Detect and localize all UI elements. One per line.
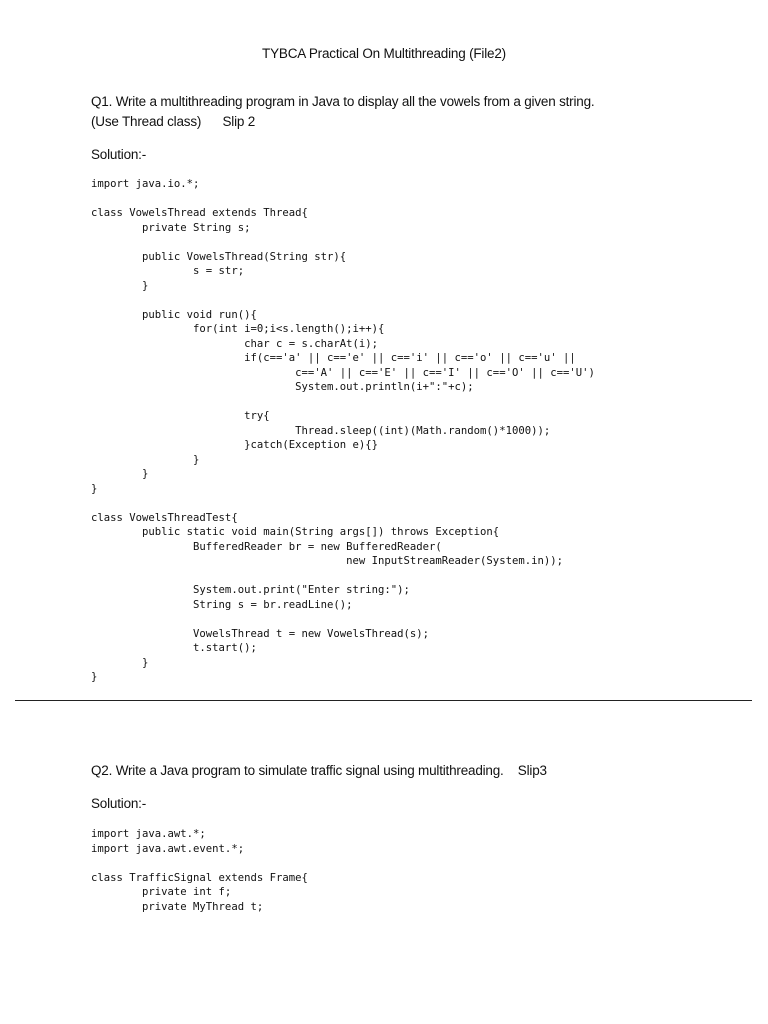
code-line: System.out.println(i+":"+c); — [91, 381, 474, 393]
code-line: new InputStreamReader(System.in)); — [91, 555, 563, 567]
code-line — [91, 192, 595, 207]
code-line: import java.awt.event.*; — [91, 842, 245, 855]
code-line: char c = s.charAt(i); — [91, 337, 379, 350]
code-line: import java.awt.*; — [91, 828, 206, 840]
code-line: String s = br.readLine(); — [91, 598, 353, 611]
code-line: } — [91, 468, 149, 480]
q2-solution-label: Solution:- — [91, 796, 147, 811]
q1-code-block — [91, 177, 595, 685]
code-line — [91, 293, 595, 308]
q2-question-line-1: Q2. Write a Java program to simulate traffic signal using multithreading. Slip3 — [91, 763, 547, 778]
code-line: }catch(Exception e){} — [91, 439, 379, 451]
code-line: public VowelsThread(String str){ — [91, 250, 347, 263]
code-line: } — [91, 656, 149, 669]
code-line: private String s; — [91, 221, 251, 234]
code-line: private int f; — [91, 886, 232, 898]
code-line: } — [91, 453, 200, 466]
code-line: } — [91, 279, 149, 292]
code-line: for(int i=0;i<s.length();i++){ — [91, 323, 385, 335]
code-line — [91, 496, 595, 511]
code-line: public void run(){ — [91, 308, 257, 321]
code-line: BufferedReader br = new BufferedReader( — [91, 540, 442, 553]
code-line — [91, 612, 595, 627]
code-line: class TrafficSignal extends Frame{ — [91, 871, 308, 884]
code-line: public static void main(String args[]) throws Exception{ — [91, 526, 500, 538]
code-line — [91, 569, 595, 584]
code-line — [91, 395, 595, 410]
code-line: } — [91, 482, 98, 495]
q1-question-line-2: (Use Thread class) Slip 2 — [91, 114, 256, 129]
code-line — [91, 856, 308, 871]
code-line: t.start(); — [91, 642, 257, 654]
code-line: c=='A' || c=='E' || c=='I' || c=='O' || c=='U') — [91, 366, 595, 379]
code-line: Thread.sleep((int)(Math.random()*1000)); — [91, 424, 551, 437]
code-line: try{ — [91, 410, 270, 422]
code-line: class VowelsThreadTest{ — [91, 511, 238, 524]
code-line: VowelsThread t = new VowelsThread(s); — [91, 627, 430, 640]
code-line: if(c=='a' || c=='e' || c=='i' || c=='o' || c=='u' || — [91, 352, 576, 364]
section-divider — [15, 700, 752, 701]
code-line: import java.io.*; — [91, 178, 200, 190]
q1-question-line-1: Q1. Write a multithreading program in Java to display all the vowels from a given string. — [91, 94, 595, 109]
q1-solution-label: Solution:- — [91, 147, 147, 162]
code-line: private MyThread t; — [91, 900, 264, 913]
code-line: System.out.print("Enter string:"); — [91, 584, 410, 596]
code-line — [91, 235, 595, 250]
q2-code-block — [91, 827, 308, 914]
code-line: class VowelsThread extends Thread{ — [91, 207, 308, 219]
code-line: } — [91, 671, 98, 683]
code-line: s = str; — [91, 265, 245, 277]
document-title: TYBCA Practical On Multithreading (File2) — [262, 46, 506, 61]
